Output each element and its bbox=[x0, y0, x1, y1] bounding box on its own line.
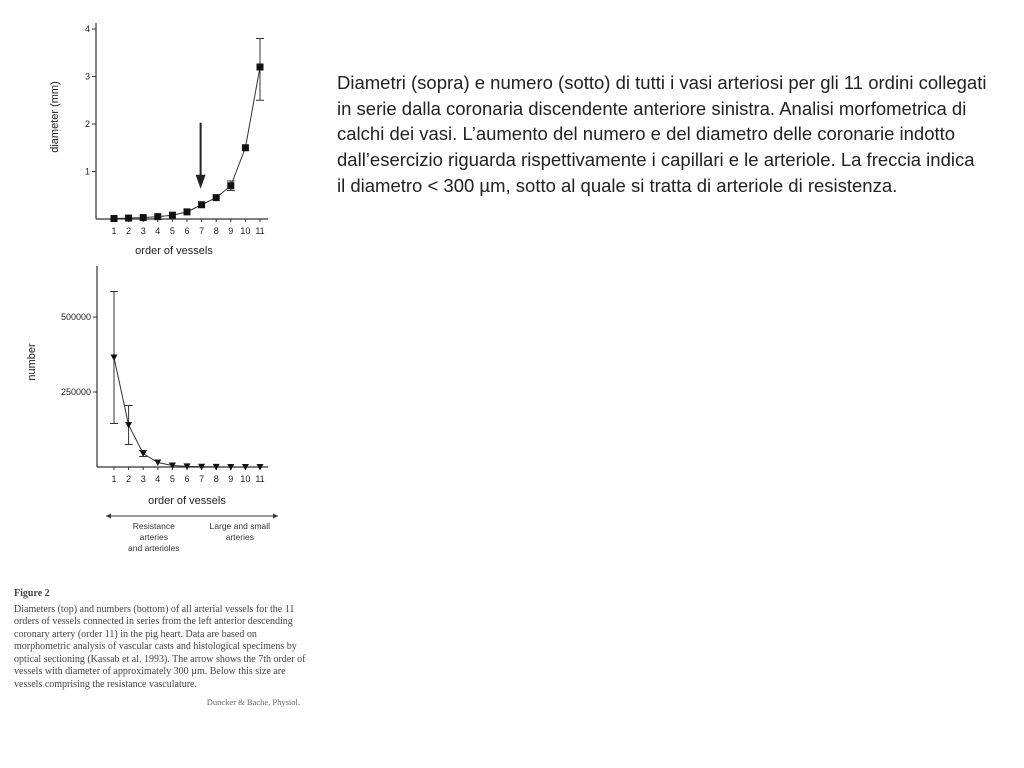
number-chart-x-tick-label: 7 bbox=[199, 474, 205, 484]
diameter-chart-data-point bbox=[198, 201, 205, 208]
number-chart-data-point bbox=[111, 355, 118, 362]
number-chart-group-arrowhead bbox=[273, 514, 278, 519]
diameter-chart-y-tick-label: 4 bbox=[84, 24, 90, 34]
slide-caption: Diametri (sopra) e numero (sotto) di tutti i vasi arteriosi per gli 11 ordini collegati in serie dalla coronaria discendente anteriore sinistra. Analisi morfometrica di calchi dei vasi. L’aumento del numero e del diametro delle coronarie indotto dall’esercizio riguarda rispettivamente i capillari e le arteriole. La freccia indica il diametro < 300 µm, sotto al quale si tratta di arteriole di resistenza. bbox=[337, 72, 987, 196]
diameter-chart-y-tick-label: 2 bbox=[84, 119, 90, 129]
number-chart-x-tick-label: 4 bbox=[155, 474, 161, 484]
number-chart-x-tick-label: 5 bbox=[169, 474, 175, 484]
number-chart-x-tick-label: 2 bbox=[126, 474, 132, 484]
number-chart-group-arrowhead bbox=[106, 514, 111, 519]
diameter-chart-x-tick-label: 2 bbox=[126, 226, 132, 236]
number-chart-group-label: arteries bbox=[225, 532, 254, 542]
diameter-chart-data-point bbox=[213, 194, 220, 201]
number-chart-group-label: and arterioles bbox=[128, 543, 180, 553]
diameter-chart-data-point bbox=[242, 144, 249, 151]
diameter-chart-series-line bbox=[114, 67, 260, 219]
figure-source: Duncker & Bache, Physiol. bbox=[206, 697, 300, 707]
figure-label: Figure 2 bbox=[14, 588, 50, 599]
diameter-chart-x-title: order of vessels bbox=[135, 245, 213, 257]
diameter-chart-data-point bbox=[140, 214, 147, 221]
diameter-chart-data-point bbox=[125, 215, 132, 222]
diameter-chart-data-point bbox=[184, 208, 191, 215]
number-chart-data-point bbox=[125, 422, 132, 429]
number-chart-series-line bbox=[114, 358, 260, 467]
diameter-chart-x-tick-label: 5 bbox=[169, 226, 175, 236]
number-chart-y-tick-label: 250000 bbox=[60, 387, 91, 397]
diameter-chart-data-point bbox=[257, 64, 264, 71]
diameter-chart-x-tick-label: 4 bbox=[155, 226, 161, 236]
number-chart-x-tick-label: 1 bbox=[111, 474, 117, 484]
diameter-chart bbox=[40, 15, 280, 260]
number-chart-y-title: number bbox=[26, 343, 38, 381]
diameter-chart-x-tick-label: 11 bbox=[255, 226, 265, 236]
diameter-chart-x-tick-label: 7 bbox=[199, 226, 205, 236]
number-chart-y-tick-label: 500000 bbox=[60, 312, 91, 322]
diameter-chart-data-point bbox=[111, 215, 118, 222]
number-chart-x-title: order of vessels bbox=[148, 495, 226, 507]
number-chart-x-tick-label: 3 bbox=[140, 474, 146, 484]
diameter-chart-x-tick-label: 1 bbox=[111, 226, 117, 236]
diameter-chart-data-point bbox=[169, 212, 176, 219]
number-chart-x-tick-label: 10 bbox=[240, 474, 251, 484]
diameter-chart-y-title: diameter (mm) bbox=[49, 81, 61, 153]
diameter-chart-x-tick-label: 9 bbox=[228, 226, 234, 236]
diameter-chart-y-tick-label: 1 bbox=[84, 166, 90, 177]
number-chart-group-label: arteries bbox=[139, 532, 168, 542]
number-chart-x-tick-label: 11 bbox=[255, 474, 265, 484]
diameter-chart-x-tick-label: 3 bbox=[140, 226, 146, 236]
diameter-chart-y-tick-label: 3 bbox=[84, 71, 90, 82]
diameter-chart-data-point bbox=[154, 213, 161, 220]
number-chart-x-tick-label: 8 bbox=[213, 474, 219, 484]
figure-legend-text: Diameters (top) and numbers (bottom) of all arterial vessels for the 11 orders of vessels connected in series from the left anterior descending coronary artery (order 11) in the pig heart. Data are based on morphometric analysis of vascular casts and histological specimens by optical sectioning (Kassab et al. 1993). The arrow shows the 7th order of vessels with diameter of approximately 300 µm. Below this size are vessels comprising the resistance vasculature. bbox=[14, 603, 306, 690]
number-chart bbox=[15, 260, 305, 565]
diameter-chart-data-point bbox=[227, 182, 234, 189]
diameter-chart-x-tick-label: 8 bbox=[213, 226, 219, 236]
diameter-chart-x-tick-label: 6 bbox=[184, 226, 190, 236]
figure-legend bbox=[14, 588, 312, 708]
number-chart-x-tick-label: 6 bbox=[184, 474, 190, 484]
diameter-chart-x-tick-label: 10 bbox=[240, 226, 251, 236]
number-chart-x-tick-label: 9 bbox=[228, 474, 234, 484]
number-chart-group-label: Large and small bbox=[209, 521, 271, 531]
diameter-chart-arrow-head bbox=[196, 175, 206, 189]
number-chart-group-label: Resistance bbox=[132, 521, 175, 531]
